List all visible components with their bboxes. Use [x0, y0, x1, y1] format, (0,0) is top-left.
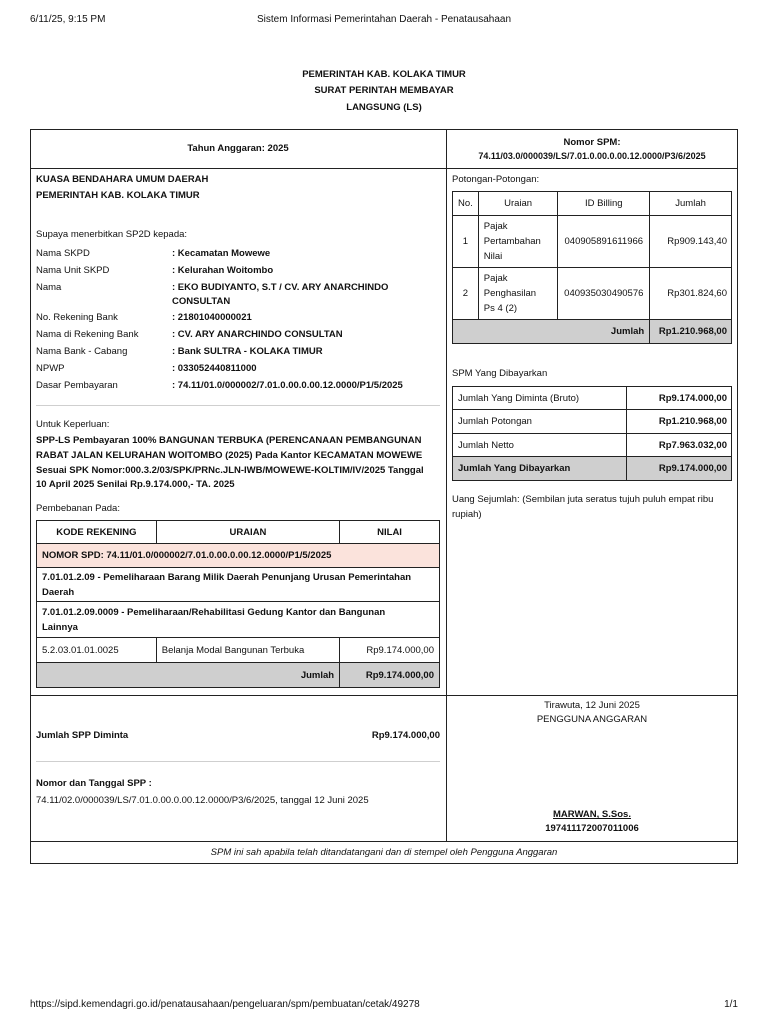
row-text: 7.01.01.2.09.0009 - Pemeliharaan/Rehabilitasi Gedung Kantor dan Bangunan — [42, 606, 386, 618]
nomor-spm-value: 74.11/03.0/000039/LS/7.01.0.00.0.00.12.0000/P3/6/2025 — [478, 151, 706, 161]
spm-row-label: Jumlah Yang Diminta (Bruto) — [453, 387, 627, 410]
separator — [36, 761, 440, 762]
nomor-spp-label: Nomor dan Tanggal SPP : — [36, 778, 152, 789]
potongan-no: 1 — [453, 216, 479, 268]
pembebanan-label: Pembebanan Pada: — [36, 503, 120, 514]
field-label-dasar: Dasar Pembayaran — [36, 380, 118, 391]
potongan-jumlah: Rp301.824,60 — [650, 268, 732, 320]
nomor-spd-row: NOMOR SPD: 74.11/01.0/000002/7.01.0.00.0.00.12.0000/P1/5/2025 — [37, 544, 440, 568]
field-label-bank: Nama Bank - Cabang — [36, 346, 128, 357]
doc-heading-line3: LANGSUNG (LS) — [346, 102, 422, 113]
field-value-bank: : Bank SULTRA - KOLAKA TIMUR — [172, 346, 323, 357]
field-value-nama: : EKO BUDIYANTO, S.T / CV. ARY ANARCHINDO — [172, 282, 389, 293]
field-value-nama-skpd: : Kecamatan Mowewe — [172, 248, 271, 259]
field-label-nama-rekening: Nama di Rekening Bank — [36, 329, 139, 340]
footer-divider — [30, 841, 738, 842]
print-page-title: Sistem Informasi Pemerintahan Daerah - Penatausahaan — [256, 14, 512, 25]
jumlah-value: Rp9.174.000,00 — [340, 663, 440, 688]
potongan-jumlah: Rp909.143,40 — [650, 216, 732, 268]
potongan-jumlah-label: Jumlah — [453, 320, 650, 344]
uang-sejumlah-line: rupiah) — [452, 509, 482, 520]
row-text: 7.01.01.2.09 - Pemeliharaan Barang Milik Daerah Penunjang Urusan Pemerintahan — [42, 571, 412, 583]
tahun-anggaran: Tahun Anggaran: 2025 — [187, 143, 289, 154]
uraian-line: Penghasilan — [483, 288, 537, 299]
table-row — [37, 568, 440, 602]
table-header: KODE REKENING — [37, 521, 157, 544]
place-date: Tirawuta, 12 Juni 2025 — [544, 700, 640, 711]
field-label-rekening: No. Rekening Bank — [36, 312, 118, 323]
spm-row-label: Jumlah Yang Dibayarkan — [453, 457, 627, 481]
row-text: Daerah — [42, 586, 75, 598]
field-value-nama-cont: CONSULTAN — [172, 296, 231, 307]
potongan-jumlah-value: Rp1.210.968,00 — [650, 320, 732, 344]
potongan-table — [452, 191, 732, 344]
doc-heading-line2: SURAT PERINTAH MEMBAYAR — [314, 85, 454, 96]
field-value-dasar: : 74.11/01.0/000002/7.01.0.00.0.00.12.0000/P1/5/2025 — [172, 380, 403, 391]
signer-role: PENGGUNA ANGGARAN — [536, 714, 648, 725]
jumlah-spp-value: Rp9.174.000,00 — [371, 730, 440, 741]
pembebanan-table — [36, 520, 440, 688]
potongan-billing: 040935030490576 — [558, 268, 650, 320]
nomor-spp-value: 74.11/02.0/000039/LS/7.01.0.00.0.00.12.0000/P3/6/2025, tanggal 12 Juni 2025 — [36, 795, 369, 806]
spm-row-label: Jumlah Netto — [453, 434, 627, 457]
nilai-cell: Rp9.174.000,00 — [340, 638, 440, 663]
print-url: https://sipd.kemendagri.go.id/penatausahaan/pengeluaran/spm/pembuatan/cetak/49278 — [30, 999, 420, 1010]
top-row-divider — [30, 168, 738, 169]
field-value-unit-skpd: : Kelurahan Woitombo — [172, 265, 274, 276]
uraian-cell: Belanja Modal Bangunan Terbuka — [156, 638, 339, 663]
table-header: Jumlah — [650, 192, 732, 216]
spm-row-value: Rp9.174.000,00 — [627, 387, 732, 410]
field-label-nama-skpd: Nama SKPD — [36, 248, 90, 259]
field-label-npwp: NPWP — [36, 363, 65, 374]
table-header: ID Billing — [558, 192, 650, 216]
field-label-unit-skpd: Nama Unit SKPD — [36, 265, 110, 276]
supaya-text: Supaya menerbitkan SP2D kepada: — [36, 229, 188, 240]
field-value-rekening: : 21801040000021 — [172, 312, 252, 323]
uraian-line: Ps 4 (2) — [483, 303, 518, 314]
footer-note: SPM ini sah apabila telah ditandatangani dan di stempel oleh Pengguna Anggaran — [210, 847, 558, 858]
spm-row-value: Rp1.210.968,00 — [627, 410, 732, 434]
jumlah-label: Jumlah — [37, 663, 340, 688]
keperluan-line: SPP-LS Pembayaran 100% BANGUNAN TERBUKA (PERENCANAAN PEMBANGUNAN — [36, 435, 422, 446]
potongan-no: 2 — [453, 268, 479, 320]
untuk-keperluan-label: Untuk Keperluan: — [36, 419, 110, 430]
uraian-line: Pajak — [483, 221, 508, 232]
jumlah-spp-label: Jumlah SPP Diminta — [36, 730, 129, 741]
kode-rekening-cell: 5.2.03.01.01.0025 — [37, 638, 157, 663]
spm-dibayarkan-title: SPM Yang Dibayarkan — [452, 368, 548, 379]
keperluan-line: RABAT JALAN KELURAHAN WOITOMBO (2025) Pada Kantor KECAMATAN MOWEWE — [36, 450, 423, 461]
field-value-nama-rekening: : CV. ARY ANARCHINDO CONSULTAN — [172, 329, 343, 340]
print-page-number: 1/1 — [724, 999, 738, 1010]
spm-row-value: Rp9.174.000,00 — [627, 457, 732, 481]
uraian-line: Pertambahan — [483, 236, 541, 247]
table-header: No. — [453, 192, 479, 216]
spm-row-value: Rp7.963.032,00 — [627, 434, 732, 457]
nomor-spm-label: Nomor SPM: — [563, 137, 621, 148]
field-value-npwp: : 033052440811000 — [172, 363, 257, 374]
column-divider — [446, 129, 447, 695]
uraian-line: Nilai — [483, 251, 503, 262]
print-datetime: 6/11/25, 9:15 PM — [30, 14, 106, 25]
row-text: Lainnya — [42, 621, 78, 633]
spm-row-label: Jumlah Potongan — [453, 410, 627, 434]
signer-nip: 197411172007011006 — [545, 823, 639, 834]
keperluan-line: 10 April 2025 Senilai Rp.9.174.000,- TA. 2025 — [36, 479, 235, 490]
uraian-line: Pajak — [483, 273, 508, 284]
table-header: URAIAN — [156, 521, 339, 544]
table-header: Uraian — [478, 192, 558, 216]
pemerintah-label: PEMERINTAH KAB. KOLAKA TIMUR — [36, 190, 200, 201]
separator — [36, 405, 440, 406]
potongan-title: Potongan-Potongan: — [452, 174, 540, 185]
spm-dibayarkan-table — [452, 386, 732, 481]
bottom-section-divider — [30, 695, 738, 696]
potongan-billing: 040905891611966 — [558, 216, 650, 268]
doc-heading-line1: PEMERINTAH KAB. KOLAKA TIMUR — [302, 69, 466, 80]
keperluan-line: Sesuai SPK Nomor:000.3.2/03/SPK/PRNc.JLN-IWB/MOWEWE-KOLTIM/IV/2025 Tanggal — [36, 465, 424, 476]
potongan-uraian — [478, 268, 558, 320]
field-label-nama: Nama — [36, 282, 62, 293]
uang-sejumlah-line: Uang Sejumlah: (Sembilan juta seratus tujuh puluh empat ribu — [452, 494, 714, 505]
kuasa-bud: KUASA BENDAHARA UMUM DAERAH — [36, 174, 209, 185]
potongan-uraian — [478, 216, 558, 268]
table-row — [37, 602, 440, 638]
signer-name: MARWAN, S.Sos. — [553, 809, 631, 820]
table-header: NILAI — [340, 521, 440, 544]
